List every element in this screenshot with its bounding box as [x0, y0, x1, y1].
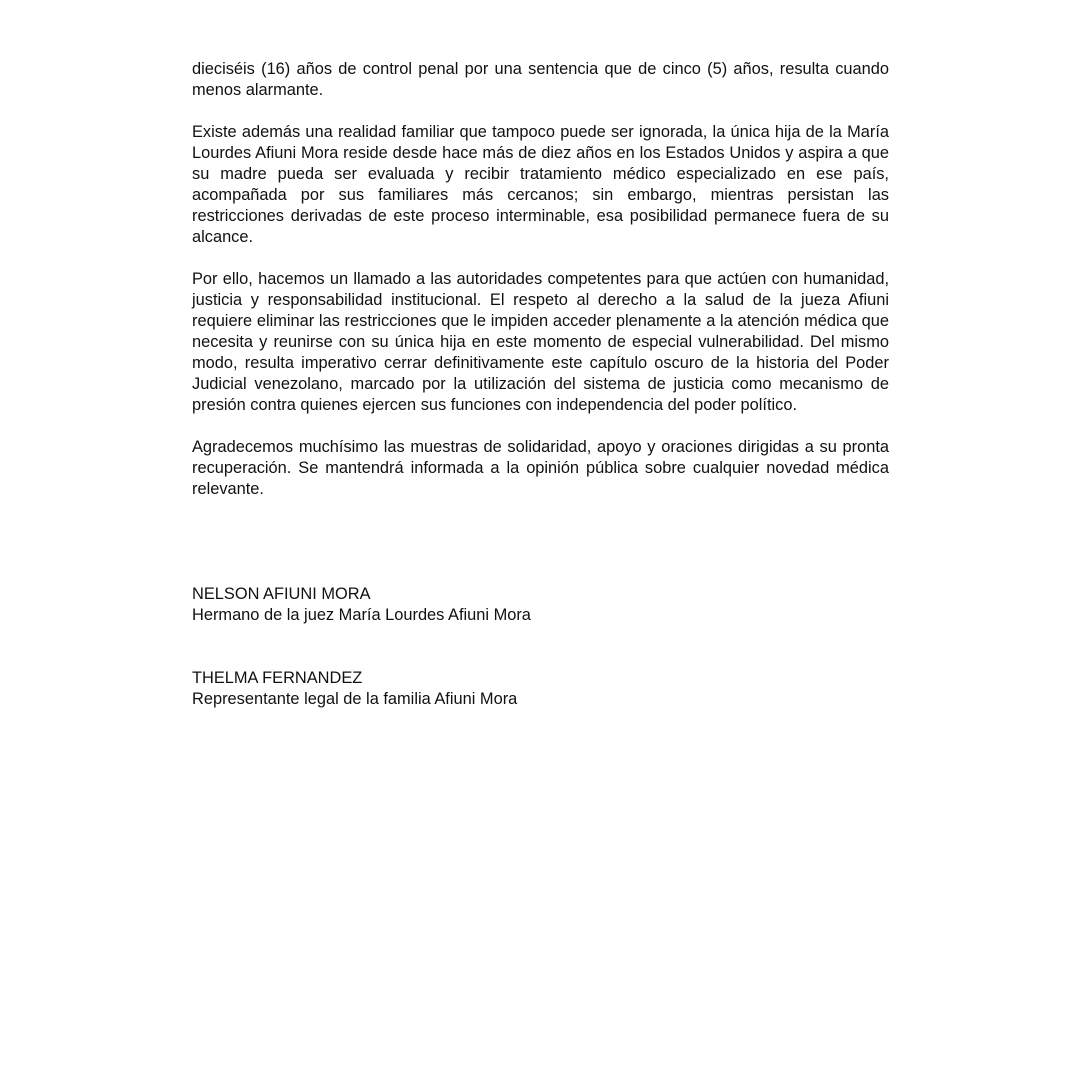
paragraph-thanks: Agradecemos muchísimo las muestras de solidaridad, apoyo y oraciones dirigidas a su pronta recuperación. Se mantendrá informada a la opinión pública sobre cualquier novedad médica relevante.: [192, 438, 889, 498]
signature-block: [192, 584, 889, 710]
paragraph-call-to-authorities: Por ello, hacemos un llamado a las autoridades competentes para que actúen con humanidad, justicia y responsabilidad institucional. El respeto al derecho a la salud de la jueza Afiuni requiere eliminar las restricciones que le impiden acceder plenamente a la atención médica que necesita y reunirse con su única hija en este momento de especial vulnerabilidad. Del mismo modo, resulta imperativo cerrar definitivamente este capítulo oscuro de la historia del Poder Judicial venezolano, marcado por la utilización del sistema de justicia como mecanismo de presión contra quienes ejercen sus funciones con independencia del poder político.: [192, 270, 889, 414]
signer-nelson: [192, 584, 889, 626]
signer-role: Representante legal de la familia Afiuni Mora: [192, 690, 518, 708]
signer-name: NELSON AFIUNI MORA: [192, 585, 371, 603]
signer-name: THELMA FERNANDEZ: [192, 669, 363, 687]
paragraph-sentence-duration: dieciséis (16) años de control penal por una sentencia que de cinco (5) años, resulta cuando menos alarmante.: [192, 60, 889, 99]
signer-role: Hermano de la juez María Lourdes Afiuni Mora: [192, 606, 531, 624]
paragraph-family-reality: Existe además una realidad familiar que tampoco puede ser ignorada, la única hija de la María Lourdes Afiuni Mora reside desde hace más de diez años en los Estados Unidos y aspira a que su madre pueda ser evaluada y recibir tratamiento médico especializado en ese país, acompañada por sus familiares más cercanos; sin embargo, mientras persistan las restricciones derivadas de este proceso interminable, esa posibilidad permanece fuera de su alcance.: [192, 123, 889, 246]
signer-thelma: [192, 668, 889, 710]
document-page: [192, 59, 889, 752]
